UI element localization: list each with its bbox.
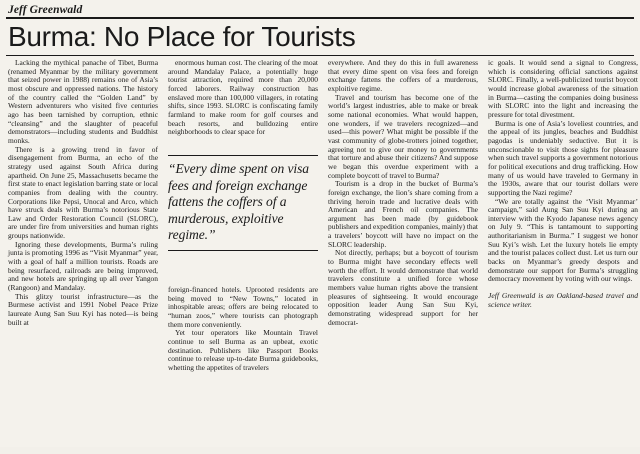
paragraph: Lacking the mythical panache of Tibet, Burma (renamed Myanmar by the military government that seized power in 1988) remains one of Asia’s most obscure and oppressed nations. The history of the country called the “Golden Land” by Western adventurers who visited five centuries ago has been tarnished by corruption, ethnic “cleansing” and the slaughter of peaceful demonstrators—including students and Buddhist monks. — [8, 58, 158, 145]
paragraph: Not directly, perhaps; but a boycott of tourism to Burma might have secondary effects well worth the effort. It would demonstrate that world travelers constitute a unified force whose members value human rights above the transient pleasures of sightseeing. It would encourage opposition leader Aung San Suu Kyi, demonstrating widespread support for her democrat- — [328, 248, 478, 327]
paragraph: enormous human cost. The clearing of the moat around Mandalay Palace, a potentially huge tourist attraction, required more than 20,000 forced laborers. Railway construction has enslaved more than 100,000 villagers, in rotating shifts, since 1993. SLORC is confiscating family farmland to make room for golf courses and beach resorts, and bulldozing entire neighborhoods to clear space for — [168, 58, 318, 137]
paragraph: There is a growing trend in favor of disengagement from Burma, an echo of the strategy used against South Africa during apartheid. On June 25, Massachusetts became the first state to enact legislation barring state or local companies from dealing with the country. Corporations like Pepsi, Unocal and Arco, which have struck deals with Burma’s notorious State Law and Order Restoration Council (SLORC), are under fire from universities and human rights groups nationwide. — [8, 144, 158, 241]
header-rule-bottom — [6, 55, 634, 56]
pull-quote-text: “Every dime spent on visa fees and foreign exchange fattens the coffers of a murderous, exploitive regime.” — [168, 161, 309, 242]
header-rule-top — [6, 17, 634, 19]
pull-quote — [168, 155, 318, 251]
paragraph: This glitzy tourist infrastructure—as the Burmese activist and 1991 Nobel Peace Prize laureate Aung San Suu Kyi has noted—is being built at — [8, 291, 158, 327]
column-2-bottom — [168, 286, 318, 373]
column-4 — [488, 59, 638, 310]
column-1 — [8, 59, 158, 327]
headline: Burma: No Place for Tourists — [8, 21, 356, 52]
article-body — [6, 58, 638, 454]
paragraph: Ignoring these developments, Burma’s ruling junta is promoting 1996 as “Visit Myanmar” year, with a goal of half a million tourists. Roads are being resurfaced, railroads are being improved, and new hotels are springing up all over Yangon (Rangoon) and Mandalay. — [8, 239, 158, 293]
paragraph: foreign-financed hotels. Uprooted residents are being moved to “New Towns,” located in inhospitable areas; offers are being relocated to “human zoos,” where tourists can photograph them more conveniently. — [168, 285, 318, 329]
author-bio: Jeff Greenwald is an Oakland-based travel and science writer. — [488, 291, 638, 309]
paragraph: Travel and tourism has become one of the world’s largest industries, able to make or break some national economies. What would happen, one wonders, if we travelers recognized—and used—this power? What might be possible if the vast community of globe-trotters joined together, agreeing not to give our money to governments that torture and abuse their citizens? And suppose we began this overdue experiment with a complete boycott of travel to Burma? — [328, 92, 478, 180]
paragraph: Tourism is a drop in the bucket of Burma’s foreign exchange, the lion’s share coming from a thriving heroin trade and lucrative deals with American and French oil companies. The argument has been made (by guidebook publishers and expedition companies, mainly) that a travelers’ boycott will have no impact on the SLORC leadership. — [328, 179, 478, 249]
column-3 — [328, 59, 478, 327]
paragraph: everywhere. And they do this in full awareness that every dime spent on visa fees and foreign exchange fattens the coffers of a murderous, exploitive regime. — [328, 58, 478, 93]
paragraph: Yet tour operators like Mountain Travel continue to sell Burma as an upbeat, exotic destination. Publishers like Passport Books continue to release up-to-date Burma guidebooks, whetting the appetites of travelers — [168, 328, 318, 372]
paragraph: ic goals. It would send a signal to Congress, which is considering official sanctions against SLORC. Finally, a well-publicized tourist boycott would increase global awareness of the situation in Burma—casting the companies doing business with SLORC into the light and increasing the pressure for total divestment. — [488, 58, 638, 119]
byline: Jeff Greenwald — [8, 4, 83, 16]
paragraph: Burma is one of Asia’s loveliest countries, and the appeal of its jungles, beaches and Buddhist pagodas is undeniably seductive. But it is unconscionable to visit those sights for pleasure when such travel supports a government notorious for political executions and drug trafficking. How many of us would have traveled to Germany in the 1930s, aware that our tourist dollars were supporting the Nazi regime? — [488, 118, 638, 197]
column-2-top — [168, 59, 318, 137]
paragraph: “We are totally against the ‘Visit Myanmar’ campaign,” said Aung San Suu Kyi during an interview with the Kyodo Japanese news agency on July 9. “This is tantamount to supporting authoritarianism in Burma.” I suggest we honor Suu Kyi’s wish. Let the luxury hotels lie empty and the tourist palaces collect dust. Let us turn our backs on Myanmar’s greedy despots and demonstrate our support for Burma’s struggling democracy movement by voting with our wings. — [488, 196, 638, 284]
